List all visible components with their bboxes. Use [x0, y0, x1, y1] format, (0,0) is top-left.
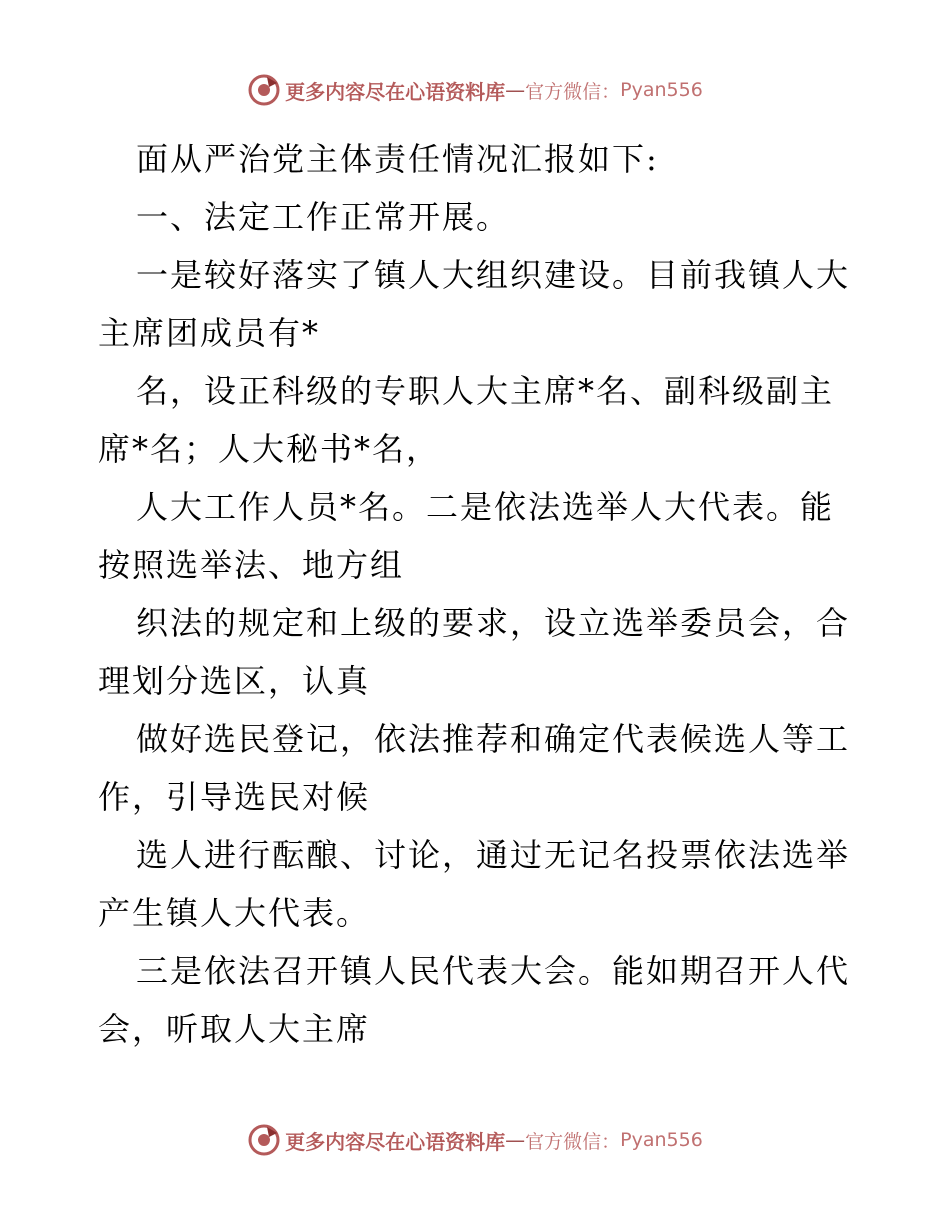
banner-dash: —	[505, 1128, 526, 1152]
body-line: 按照选举法、地方组	[98, 546, 405, 584]
banner-official: 官方微信：	[525, 1130, 621, 1153]
banner-brand: 更多内容尽在心语资料库	[285, 79, 506, 104]
banner-wechat: Pyan556	[620, 1129, 703, 1151]
body-line: 理划分选区，认真	[98, 662, 371, 700]
body-line: 作，引导选民对候	[98, 778, 371, 816]
body-line: 一、法定工作正常开展。	[136, 198, 511, 236]
body-line: 人大工作人员*名。二是依法选举人大代表。能	[136, 488, 835, 526]
body-line: 席*名；人大秘书*名，	[98, 430, 441, 468]
brand-logo-icon	[247, 1123, 281, 1157]
body-line: 做好选民登记，依法推荐和确定代表候选人等工	[136, 720, 851, 758]
banner-wechat: Pyan556	[620, 79, 703, 101]
header-watermark	[0, 70, 950, 110]
banner-official: 官方微信：	[525, 80, 621, 103]
body-line: 面从严治党主体责任情况汇报如下:	[136, 140, 659, 178]
banner-dash: —	[505, 78, 526, 102]
body-line: 织法的规定和上级的要求，设立选举委员会，合	[136, 604, 851, 642]
banner-brand: 更多内容尽在心语资料库	[285, 1129, 506, 1154]
body-line: 名，设正科级的专职人大主席*名、副科级副主	[136, 372, 835, 410]
body-line: 三是依法召开镇人民代表大会。能如期召开人代	[136, 952, 851, 990]
body-line: 一是较好落实了镇人大组织建设。目前我镇人大	[136, 256, 851, 294]
body-line: 选人进行酝酿、讨论，通过无记名投票依法选举	[136, 836, 851, 874]
body-line: 产生镇人大代表。	[98, 894, 371, 932]
footer-watermark	[0, 1120, 950, 1160]
body-line: 会，听取人大主席	[98, 1010, 371, 1048]
document-body	[98, 130, 858, 1058]
brand-logo-icon	[247, 73, 281, 107]
body-line: 主席团成员有*	[98, 314, 321, 352]
